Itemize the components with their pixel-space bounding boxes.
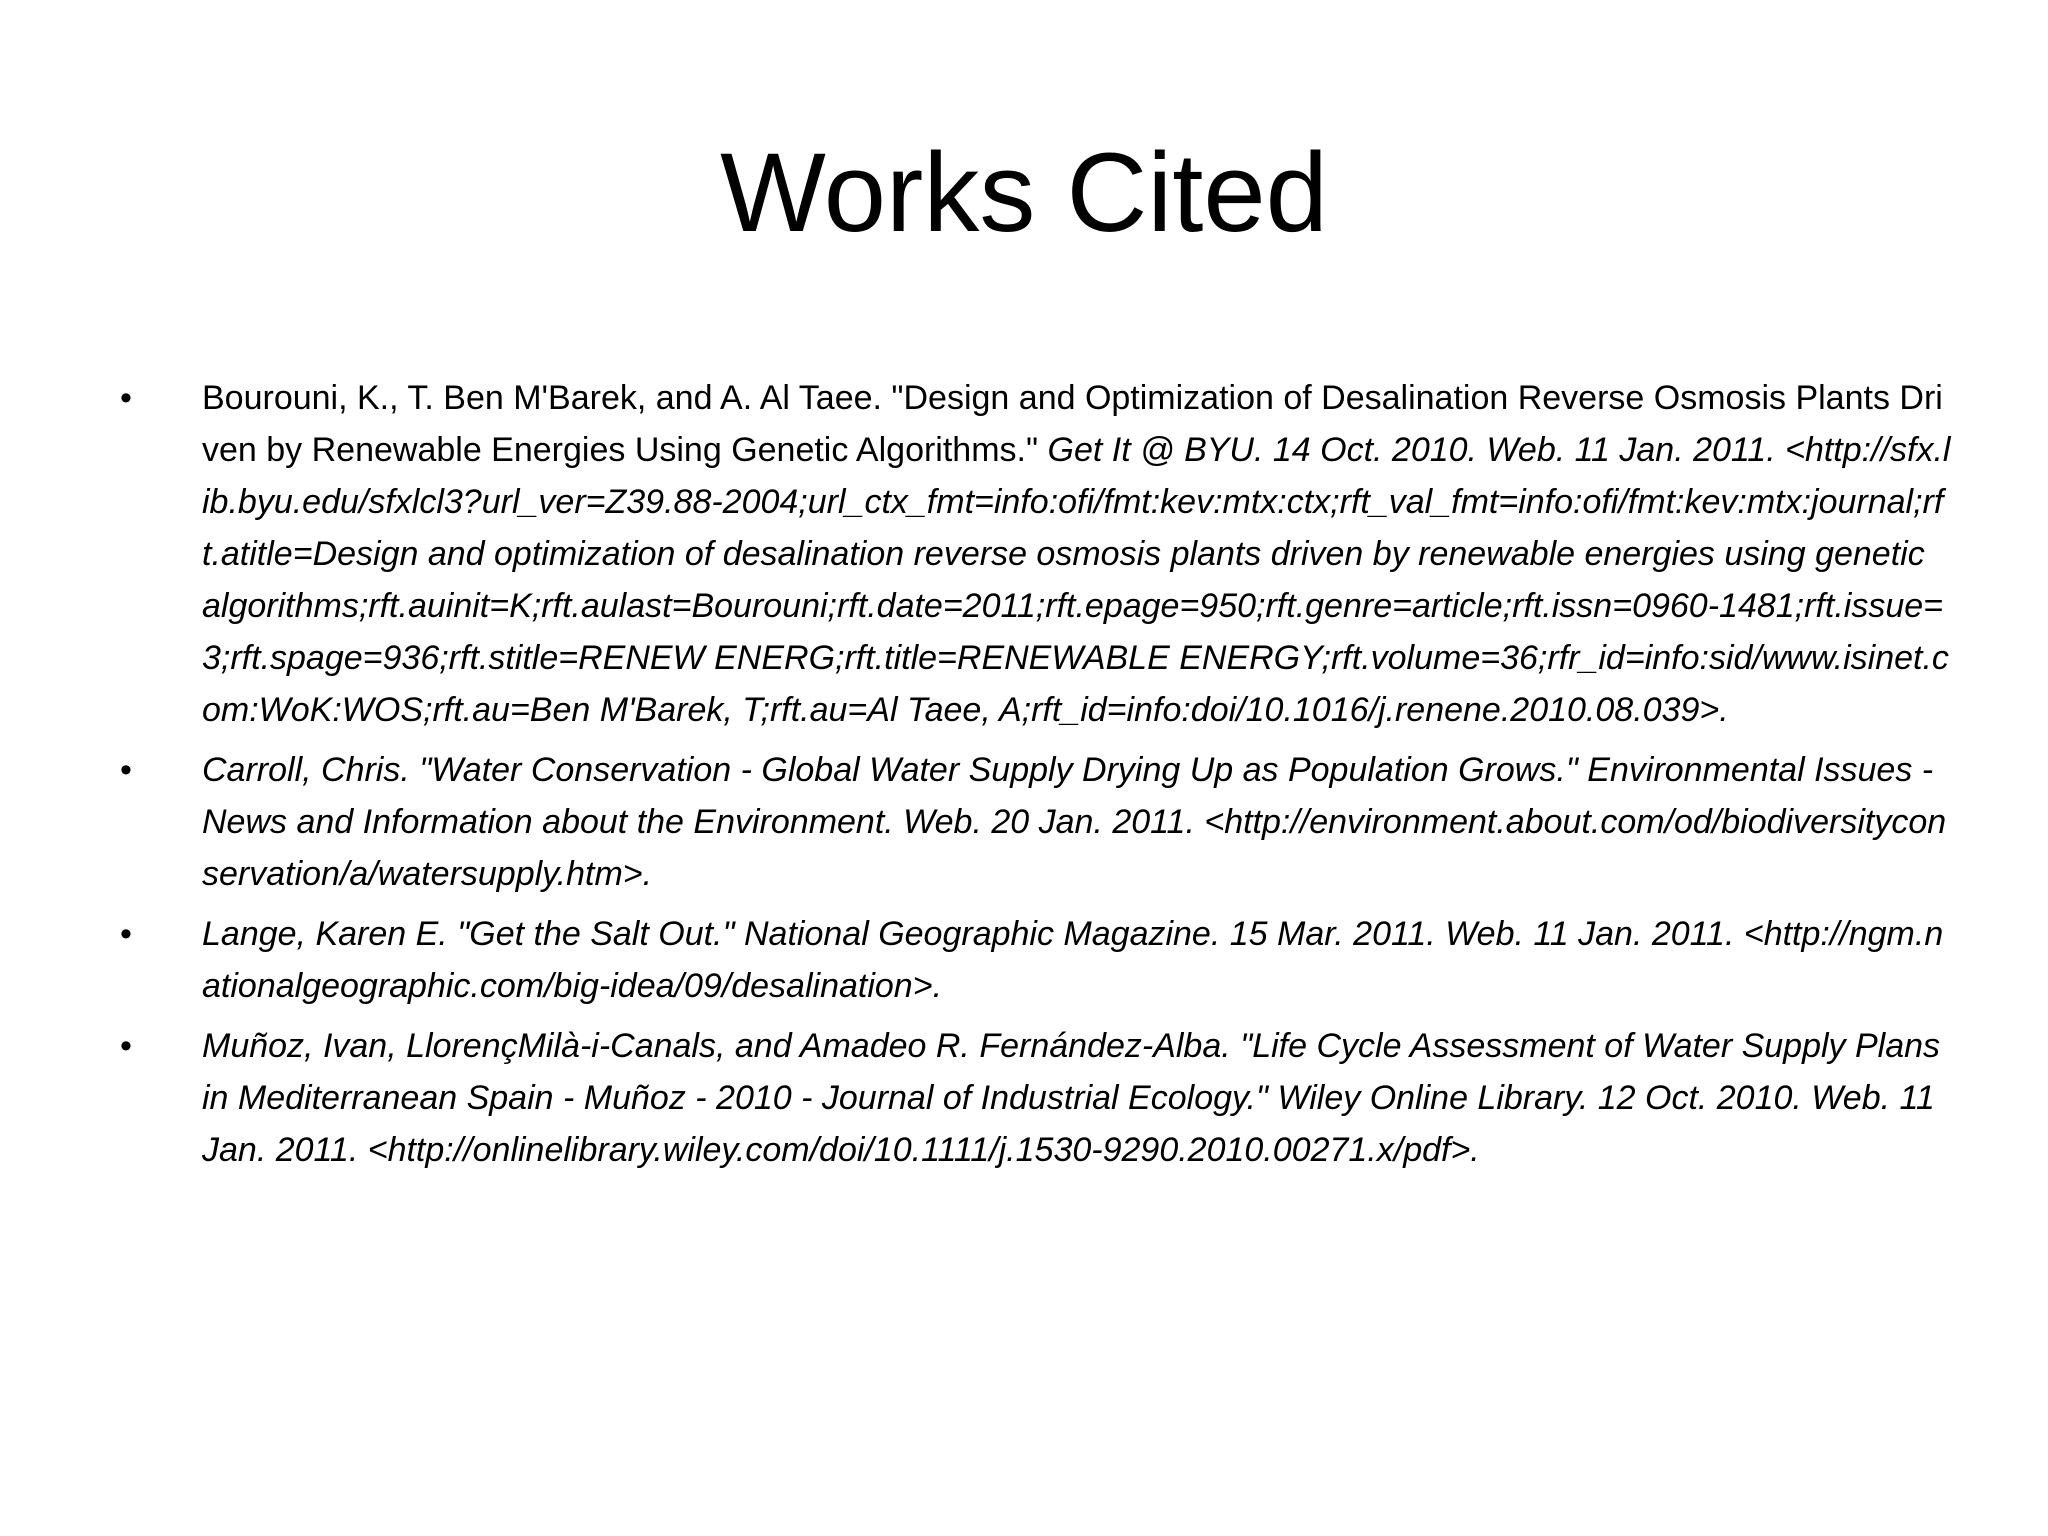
citation-italic-text: Carroll, Chris. "Water Conservation - Global Water Supply Drying Up as Population Grows." Environmental Issues - News and Information about the Environment. Web. 20 Jan. 2011. <http://environment.about.com/od/biodiversityconservation/a/watersupply.htm>. (202, 751, 1947, 893)
citation-text (202, 915, 1943, 1005)
citation-text (202, 379, 1950, 729)
bullet-icon: • (120, 1027, 132, 1065)
citation-text (202, 1027, 1940, 1169)
citation-item (112, 744, 1952, 900)
citation-plain-text: Bourouni, K., T. Ben M'Barek, and A. Al Taee. "Design and Optimization of Desalination Reverse Osmosis Plants Driven by Renewable Energies Using Genetic Algorithms." (202, 379, 1943, 469)
citation-item (112, 372, 1952, 736)
citation-item (112, 908, 1952, 1012)
bullet-icon: • (120, 915, 132, 953)
citation-item (112, 1020, 1952, 1176)
bullet-icon: • (120, 751, 132, 789)
citation-italic-text: Muñoz, Ivan, LlorençMilà-i-Canals, and Amadeo R. Fernández-Alba. "Life Cycle Assessment of Water Supply Plans in Mediterranean Spain - Muñoz - 2010 - Journal of Industrial Ecology." Wiley Online Library. 12 Oct. 2010. Web. 11 Jan. 2011. <http://onlinelibrary.wiley.com/doi/10.1111/j.1530-9290.2010.00271.x/pdf>. (202, 1027, 1941, 1169)
citation-text (202, 751, 1946, 893)
bullet-icon: • (120, 379, 132, 417)
works-cited-list (112, 372, 1952, 1184)
citation-italic-text: Lange, Karen E. "Get the Salt Out." National Geographic Magazine. 15 Mar. 2011. Web. 11 Jan. 2011. <http://ngm.nationalgeographic.com/big-idea/09/desalination>. (202, 915, 1944, 1005)
slide-title: Works Cited (720, 130, 1328, 255)
citation-italic-text: Get It @ BYU. 14 Oct. 2010. Web. 11 Jan. 2011. <http://sfx.lib.byu.edu/sfxlcl3?url_ver=Z39.88-2004;url_ctx_fmt=info:ofi/fmt:kev:mtx:ctx;rft_val_fmt=info:ofi/fmt:kev:mtx:journal;rft.atitle=Design and optimization of desalination reverse osmosis plants driven by renewable energies using genetic algorithms;rft.auinit=K;rft.aulast=Bourouni;rft.date=2011;rft.epage=950;rft.genre=article;rft.issn=0960-1481;rft.issue=3;rft.spage=936;rft.stitle=RENEW ENERG;rft.title=RENEWABLE ENERGY;rft.volume=36;rfr_id=info:sid/www.isinet.com:WoK:WOS;rft.au=Ben M'Barek, T;rft.au=Al Taee, A;rft_id=info:doi/10.1016/j.renene.2010.08.039>. (202, 431, 1951, 729)
